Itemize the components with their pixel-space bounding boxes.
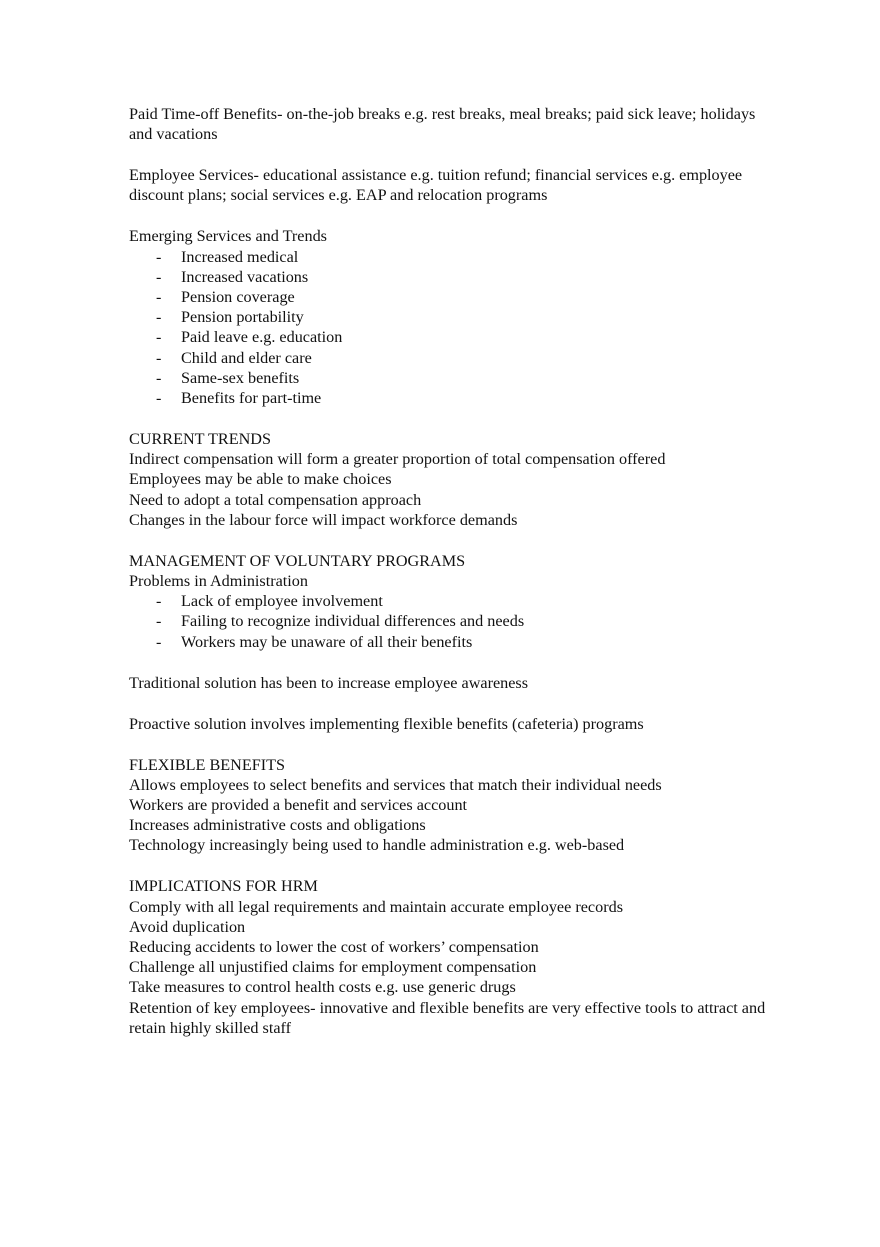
dash-bullet: - xyxy=(156,247,162,266)
dash-bullet: - xyxy=(156,389,162,408)
implications-heading: IMPLICATIONS FOR HRM xyxy=(129,877,318,896)
list-item: - Lack of employee involvement xyxy=(156,592,383,611)
current-trends-line: Indirect compensation will form a greater proportion of total compensation offered xyxy=(129,450,666,469)
list-item: - Child and elder care xyxy=(156,348,312,367)
current-trends-heading: CURRENT TRENDS xyxy=(129,430,271,449)
management-heading: MANAGEMENT OF VOLUNTARY PROGRAMS xyxy=(129,551,466,570)
flexible-benefits-heading: FLEXIBLE BENEFITS xyxy=(129,755,286,774)
traditional-solution: Traditional solution has been to increase employee awareness xyxy=(129,673,529,692)
current-trends-line: Need to adopt a total compensation approach xyxy=(129,490,422,509)
implications-line: Challenge all unjustified claims for employment compensation xyxy=(129,958,537,977)
implications-line: Retention of key employees- innovative and flexible benefits are very effective tools to attract and retain highly skilled staff xyxy=(129,998,766,1037)
flexible-benefits-line: Technology increasingly being used to handle administration e.g. web-based xyxy=(129,836,625,855)
list-item: - Increased medical xyxy=(156,247,299,266)
dash-bullet: - xyxy=(156,368,162,387)
list-item: - Paid leave e.g. education xyxy=(156,328,343,347)
list-item: - Failing to recognize individual differences and needs xyxy=(156,612,525,631)
proactive-solution: Proactive solution involves implementing flexible benefits (cafeteria) programs xyxy=(129,714,644,733)
implications-line: Take measures to control health costs e.g. use generic drugs xyxy=(129,978,516,997)
flexible-benefits-line: Workers are provided a benefit and services account xyxy=(129,796,468,815)
list-item: - Workers may be unaware of all their benefits xyxy=(156,632,473,651)
dash-bullet: - xyxy=(156,328,162,347)
emerging-list xyxy=(129,247,769,409)
implications-line: Reducing accidents to lower the cost of workers’ compensation xyxy=(129,938,539,957)
dash-bullet: - xyxy=(156,288,162,307)
flexible-benefits-line: Allows employees to select benefits and services that match their individual needs xyxy=(129,775,662,794)
list-item: - Pension coverage xyxy=(156,288,295,307)
dash-bullet: - xyxy=(156,632,162,651)
list-item: - Pension portability xyxy=(156,308,304,327)
list-item: - Increased vacations xyxy=(156,267,309,286)
document-page xyxy=(129,104,769,1038)
dash-bullet: - xyxy=(156,592,162,611)
management-problems-list xyxy=(129,591,769,652)
dash-bullet: - xyxy=(156,612,162,631)
implications-line: Avoid duplication xyxy=(129,917,246,936)
list-item: - Same-sex benefits xyxy=(156,368,300,387)
dash-bullet: - xyxy=(156,348,162,367)
implications-line: Comply with all legal requirements and maintain accurate employee records xyxy=(129,897,623,916)
dash-bullet: - xyxy=(156,267,162,286)
management-subheading: Problems in Administration xyxy=(129,572,308,591)
current-trends-line: Employees may be able to make choices xyxy=(129,470,392,489)
current-trends-line: Changes in the labour force will impact workforce demands xyxy=(129,510,518,529)
employee-services-paragraph: Employee Services- educational assistance e.g. tuition refund; financial services e.g. employee discount plans; social services e.g. EAP and relocation programs xyxy=(129,166,743,205)
paid-time-off-paragraph: Paid Time-off Benefits- on-the-job breaks e.g. rest breaks, meal breaks; paid sick leave; holidays and vacations xyxy=(129,105,756,144)
list-item: - Benefits for part-time xyxy=(156,389,322,408)
dash-bullet: - xyxy=(156,308,162,327)
flexible-benefits-line: Increases administrative costs and obligations xyxy=(129,816,426,835)
emerging-heading: Emerging Services and Trends xyxy=(129,227,327,246)
